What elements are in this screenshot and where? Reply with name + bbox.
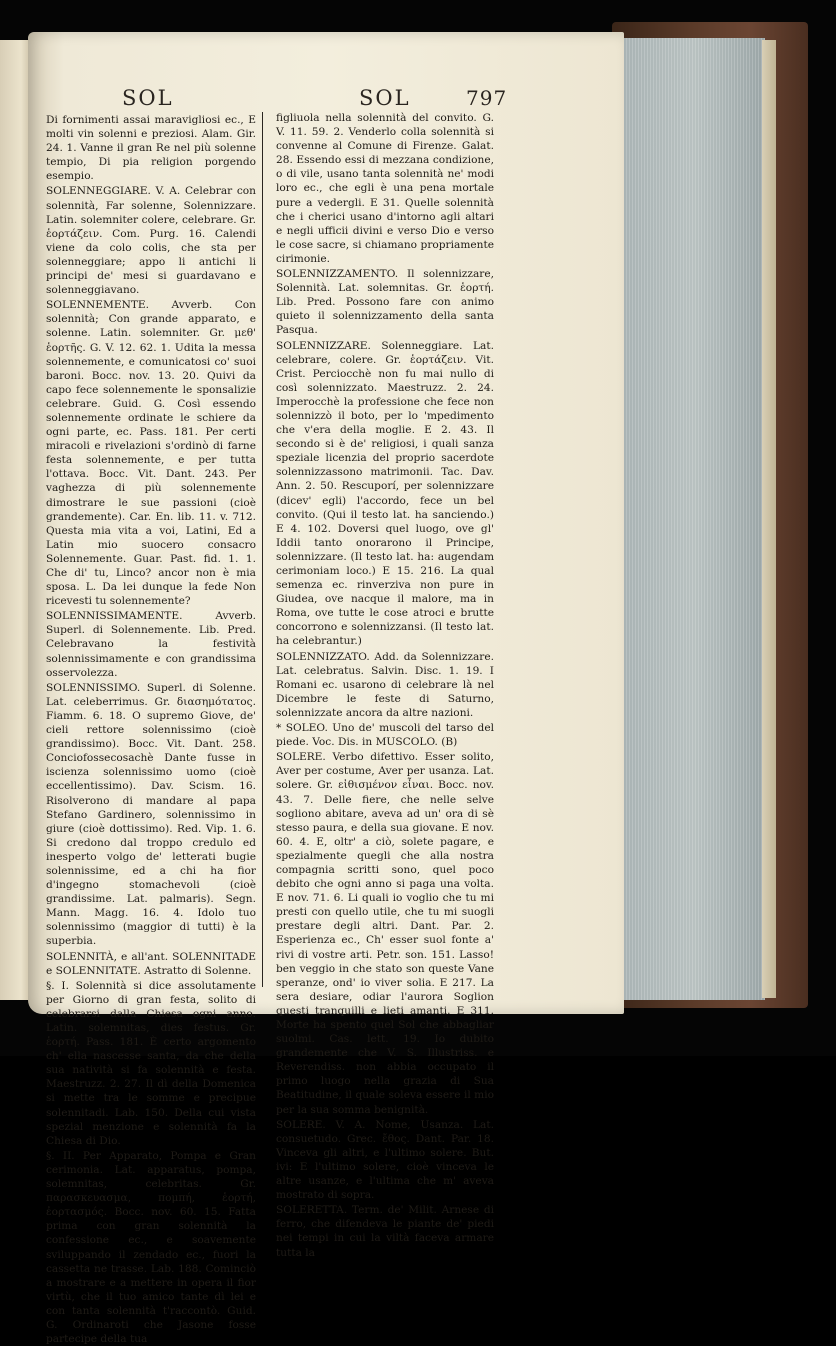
entry-solennemente: SOLENNEMENTE. Avverb. Con solennità; Con grande apparato, e solenne. Latin. solemniter. Gr. μεθ' ἑορτῆς. G. V. 12. 62. 1. Udita la messa solennemente, e comunicatosi co' suoi baroni. Bocc. nov. 13. 20. Quivi da capo fece solennemente le sponsalizie celebrare. Guid. G. Così essendo solennemente ordinate le schiere da ogni parte, ec. Pass. 181. Per certi miracoli e rivelazioni s'ordinò di farne festa solennemente, e per tutta l'ottava. Bocc. Vit. Dant. 243. Per vaghezza di più solennemente dimostrare le sue passioni (cioè grandemente). Car. En. lib. 11. v. 712. Questa mia vita a voi, Latini, Ed a Latin mio suocero consacro Solennemente. Guar. Past. fid. 1. 1. Che di' tu, Linco? ancor non è mia sposa. L. Da lei dunque la fede Non ricevesti tu solennemente? xyxy=(46,299,256,608)
entry-solennizzamento: SOLENNIZZAMENTO. Il solennizzare, Solennità. Lat. solemnitas. Gr. ἑορτή. Lib. Pred. Possono fare con animo quieto il solennizzamento della santa Pasqua. xyxy=(276,268,494,337)
entry-solennissimamente: SOLENNISSIMAMENTE. Avverb. Superl. di Solennemente. Lib. Pred. Celebravano la festività solennissimamente e con grandissima osservolezza. xyxy=(46,610,256,679)
facing-page xyxy=(0,40,30,1000)
page-edges xyxy=(622,38,765,1000)
running-head-right: SOL xyxy=(359,86,411,110)
entry-solennita-section-2: §. II. Per Apparato, Pompa e Gran cerimonia. Lat. apparatus, pompa, solemnitas, celebritas. Gr. παρασκευασμα, πομπή, ἑορτή, ἐορτασμός. Bocc. nov. 60. 15. Fatta prima con gran solennità la confessione ec., e soavemente sviluppando il zendado ec., fuori la cassetta ne trasse. Lab. 188. Cominciò a mostrare e a mettere in opera il fior virtù, che il tuo amico tante dì lei e con tanta solennità t'raccontò. Guid. G. Ordinaroti che Jasone fosse partecipe della tua xyxy=(46,1149,256,1346)
entry-paragraph: Di fornimenti assai maravigliosi ec., E molti vin solenni e preziosi. Alam. Gir. 24. 1. Vanne il gran Re nel più solenne tempio, Di pia religion porgendo esempio. xyxy=(46,114,256,183)
running-head-left: SOL xyxy=(122,86,174,110)
left-column xyxy=(46,112,256,1346)
entry-solere-verb: SOLERE. Verbo difettivo. Esser solito, Aver per costume, Aver per usanza. Lat. solere. Gr. εἰθισμένον εἶναι. Bocc. nov. 43. 7. Delle fiere, che nelle selve sogliono abitare, aveva ad un' ora di sè stesso paura, e della sua giovane. E nov. 60. 4. E, oltr' a ciò, solete pagare, e spezialmente quegli che alla nostra compagnia scritti sono, quel poco debito che ogni anno si paga una volta. E nov. 71. 6. Li quali io voglio che tu mi presti con quello utile, che tu mi suogli prestare degli altri. Dant. Par. 2. Esperienza ec., Ch' esser suol fonte a' rivi di vostre arti. Petr. son. 151. Lasso! ben veggio in che stato son queste Vane speranze, ond' io viver solia. E 217. La sera desiare, odiar l'aurora Soglion questi tranquilli e lieti amanti. E 311. Morte ha spento quel Sol che abbagliar suolmi. Cas. lett. 19. Io dubito grandemente che V. S. Illustriss. e Reverendiss. non abbia occupato il primo luogo nella grazia di Sua Beatitudine, il quale soleva essere il mio per la sua somma benignità. xyxy=(276,751,494,1116)
page-edge-strip xyxy=(762,40,776,998)
entry-solere-noun: SOLERE. V. A. Nome, Usanza. Lat. consuetudo. Grec. ἔθος. Dant. Par. 18. Vinceva gli altri, e l'ultimo solere. But. ivi: E l'ultimo solere, cioè vinceva le altre usanze, e l'ultima che m' aveva mostrato di sopra. xyxy=(276,1118,494,1202)
entry-solennizzare: SOLENNIZZARE. Solenneggiare. Lat. celebrare, colere. Gr. ἑορτάζειν. Vit. Crist. Perciocchè non fu mai nullo di così solennizzato. Maestruzz. 2. 24. Imperocchè la professione che fece non solennizzò il boto, per lo 'mpedimento che v'era della moglie. E 2. 43. Il secondo si è de' religiosi, i quali sanza speziale licenzia del proprio sacerdote solennizzassono matrimonii. Tac. Dav. Ann. 2. 50. Rescuporí, per solennizzare (dicev' egli) l'accordo, fece un bel convito. (Qui il testo lat. ha sanciendo.) E 4. 102. Doversi quel luogo, ove gl' Iddii tanto onorarono il Principe, solennizzare. (Il testo lat. ha: augendam cerimoniam loco.) E 15. 216. La qual semenza ec. rinverziva non pure in Giudea, ove nacque il malore, ma in Roma, ove tutte le cose atroci e brutte concorrono e solennizzansi. (Il testo lat. ha celebrantur.) xyxy=(276,339,494,648)
entry-solennizzato: SOLENNIZZATO. Add. da Solennizzare. Lat. celebratus. Salvin. Disc. 1. 19. I Romani ec. usarono di celebrare là nel Dicembre le feste di Saturno, solennizzate ancora da altre nazioni. xyxy=(276,650,494,719)
entry-solennita: SOLENNITÀ, e all'ant. SOLENNITADE e SOLENNITATE. Astratto di Solenne. xyxy=(46,950,256,977)
page-number: 797 xyxy=(466,86,508,110)
entry-solennita-section-1: §. I. Solennità si dice assolutamente per Giorno di gran festa, solito di celebrarsi dalla Chiesa ogni anno. Latin. solemnitas, dies festus. Gr. ἑορτή. Pass. 181. È certo argomento ch' ella nascesse santa, da che della sua natività si fa solennità e festa. Maestruzz. 2. 27. Il dì della Domenica si mette tra le somme e precipue solennitadi. Lab. 150. Della cui vista spezial menzione e solennità fa la Chiesa di Dio. xyxy=(46,979,256,1147)
right-column xyxy=(276,110,494,1259)
entry-solenneggiare: SOLENNEGGIARE. V. A. Celebrar con solennità, Far solenne, Solennizzare. Latin. solemniter colere, celebrare. Gr. ἑορτάζειν. Com. Purg. 16. Calendi viene da colo colis, che sta per solenneggiare; appo li antichi li principi de' mesi si guardavano e solenneggiavano. xyxy=(46,185,256,297)
entry-solennissimo: SOLENNISSIMO. Superl. di Solenne. Lat. celeberrimus. Gr. διασημότατος. Fiamm. 6. 18. O supremo Giove, de' cieli rettore solennissimo (cioè grandissimo). Bocc. Vit. Dant. 258. Conciofossecosachè Dante fusse in iscienza solennissimo uomo (cioè eccellentissimo). Dav. Scism. 16. Risolverono di mandare al papa Stefano Gardinero, solennissimo in giure (cioè dottissimo). Red. Vip. 1. 6. Si credono dal troppo credulo ed inesperto volgo de' letterati bugie solennissime, ed a chi ha fior d'ingegno stomachevoli (cioè grandissime. Lat. palmaris). Segn. Mann. Magg. 16. 4. Idolo tuo solennissimo (maggior di tutti) è la superbia. xyxy=(46,681,256,948)
entry-paragraph: figliuola nella solennità del convito. G. V. 11. 59. 2. Venderlo colla solennità si convenne al Comune di Firenze. Galat. 28. Essendo essi di mezzana condizione, o di vile, usano tanta solennità ne' modi loro ec., che egli è una pena mortale pure a vedergli. E 31. Quelle solennità che i cherici usano d'intorno agli altari e negli ufficii divini e verso Dio e verso le cose sacre, si chiamano propriamente cirimonie. xyxy=(276,112,494,265)
entry-soleo: * SOLEO. Uno de' muscoli del tarso del piede. Voc. Dis. in MUSCOLO. (B) xyxy=(276,722,494,749)
column-divider xyxy=(262,112,263,987)
entry-soleretta: SOLERETTA. Term. de' Milit. Arnese di ferro, che difendeva le piante de' piedi nei tempi in cui la viltà faceva armare tutta la xyxy=(276,1204,494,1259)
